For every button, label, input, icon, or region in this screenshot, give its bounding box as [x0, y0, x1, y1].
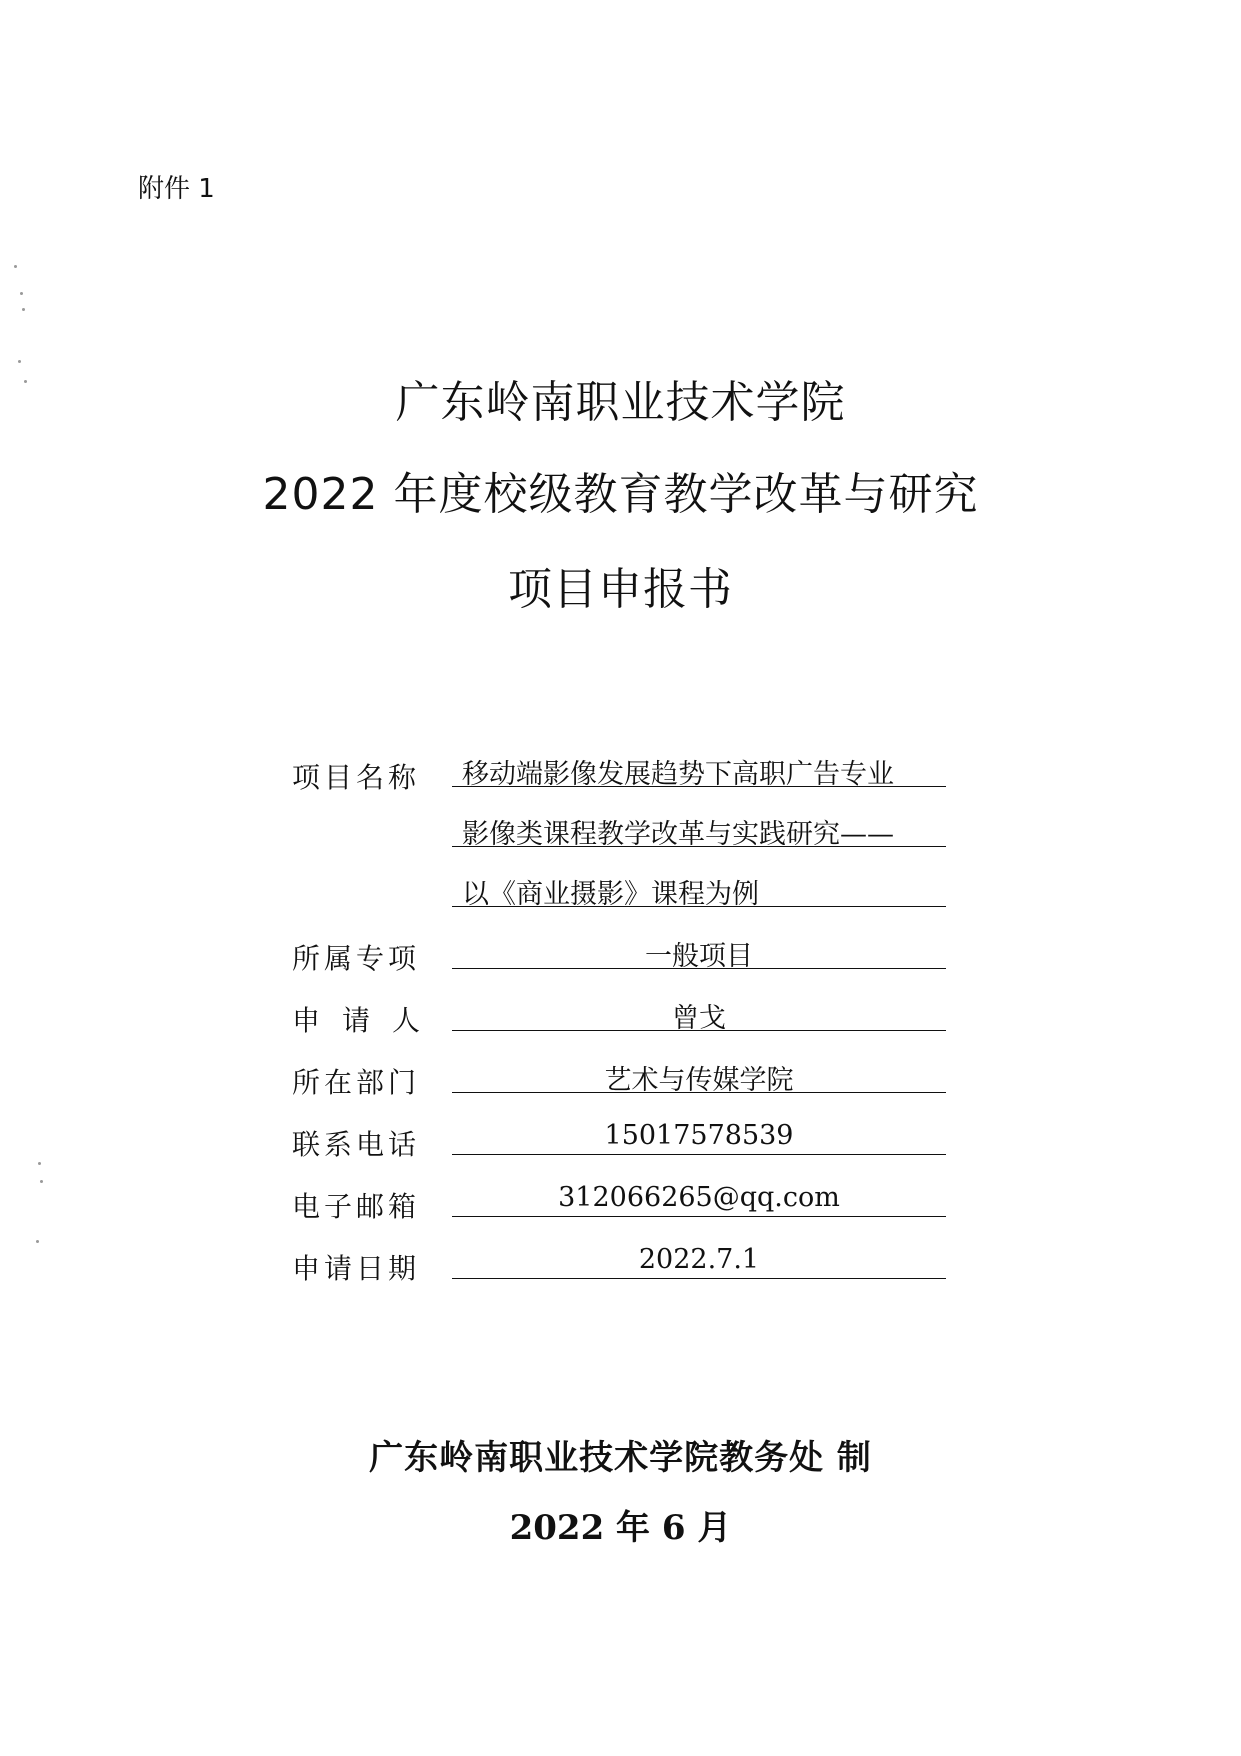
project-name-line-1: 移动端影像发展趋势下高职广告专业	[462, 759, 894, 790]
scan-speck	[22, 308, 25, 311]
document-title-line-3: 项目申报书	[508, 564, 733, 615]
category-label: 所属专项	[292, 942, 421, 975]
scan-speck	[40, 1180, 43, 1183]
project-name-line-2: 影像类课程教学改革与实践研究——	[462, 819, 894, 850]
attachment-label: 附件 1	[138, 174, 215, 204]
department-label: 所在部门	[292, 1066, 421, 1099]
scan-speck	[38, 1162, 41, 1165]
applicant-label: 申请人	[292, 1004, 443, 1037]
document-title-line-1: 广东岭南职业技术学院	[395, 377, 846, 428]
applicant-value: 曾戈	[672, 1003, 726, 1034]
category-value: 一般项目	[645, 941, 753, 972]
scan-speck	[20, 292, 23, 295]
apply-date-label: 申请日期	[292, 1252, 421, 1285]
issue-date: 2022 年 6 月	[509, 1508, 732, 1548]
document-title-line-2: 2022 年度校级教育教学改革与研究	[262, 469, 979, 520]
phone-label: 联系电话	[292, 1128, 421, 1161]
project-name-label: 项目名称	[292, 761, 421, 794]
department-value: 艺术与传媒学院	[604, 1065, 794, 1096]
email-label: 电子邮箱	[292, 1190, 421, 1223]
phone-underline	[452, 1154, 946, 1155]
apply-date-value: 2022.7.1	[638, 1244, 760, 1275]
issuer-line: 广东岭南职业技术学院教务处 制	[369, 1438, 872, 1478]
email-value: 312066265@qq.com	[558, 1182, 840, 1213]
phone-value: 15017578539	[604, 1120, 794, 1151]
project-name-line-3: 以《商业摄影》课程为例	[462, 879, 759, 910]
scan-speck	[36, 1240, 39, 1243]
email-underline	[452, 1216, 946, 1217]
apply-date-underline	[452, 1278, 946, 1279]
scan-speck	[18, 360, 21, 363]
scan-speck	[14, 265, 17, 268]
scan-speck	[24, 380, 27, 383]
